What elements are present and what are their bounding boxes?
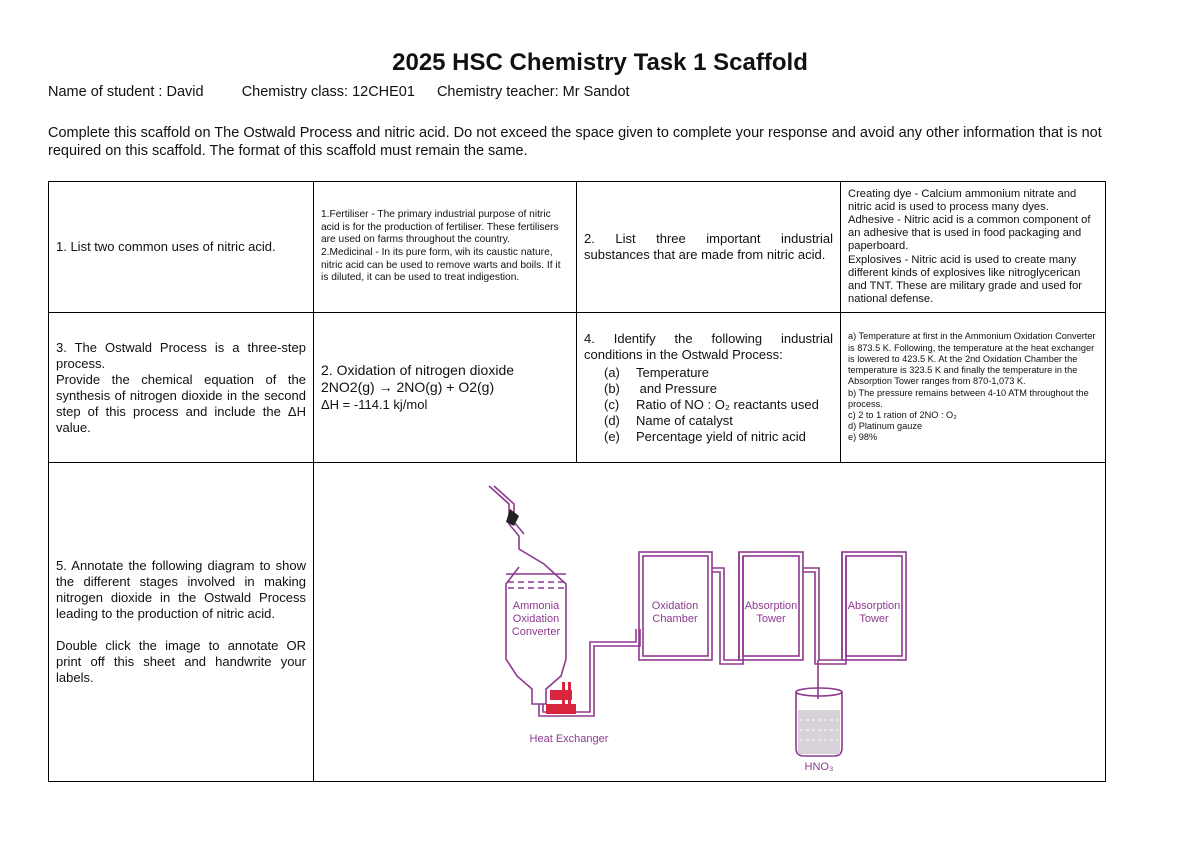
converter-label: Oxidation (512, 613, 560, 625)
q4-condition (604, 429, 833, 445)
chemistry-class: Chemistry class: 12CHE01 (241, 84, 415, 100)
q2-answer[interactable] (841, 182, 1106, 313)
heat-exchanger-block (546, 682, 576, 714)
q2-answer-line: Creating dye - Calcium ammonium nitrate and nitric acid is used to process many dyes. (848, 187, 1077, 213)
q4-answer[interactable] (841, 313, 1106, 463)
condition-text: Percentage yield of nitric acid (636, 428, 806, 444)
q2-question (577, 182, 841, 313)
q3-question (49, 313, 314, 463)
condition-label: (a) (604, 364, 620, 380)
q1-answer-line: 2.Medicinal - In its pure form, wih its caustic nature, nitric acid can be used to remove warts and boils. If it is diluted, it can be used to treat indigestion. (321, 247, 561, 284)
q5-question-line: 5. Annotate the following diagram to show the different stages involved in making nitrogen dioxide in the Ostwald Process leading to the production of nitric acid. (56, 558, 306, 621)
beaker-rim (796, 688, 842, 696)
q5-diagram-cell[interactable] (314, 463, 1106, 782)
q3-question-line: Provide the chemical equation of the synthesis of nitrogen dioxide in the second step of this process and include the ΔH value. (56, 371, 306, 435)
oxidation-chamber-label: Oxidation (651, 600, 699, 612)
scaffold-table (48, 181, 1106, 782)
q4-answer-line: b) The pressure remains between 4-10 ATM throughout the process. (848, 387, 1089, 409)
q1-answer-line: 1.Fertiliser - The primary industrial purpose of nitric acid is for the production of fertiliser. These fertilisers are used on farms throughout the country. (321, 209, 559, 246)
q5-question (49, 463, 314, 782)
q5-question-line: Double click the image to annotate OR print off this sheet and handwrite your labels. (56, 638, 306, 685)
converter-label: Converter (511, 626, 561, 638)
q1-question-text: 1. List two common uses of nitric acid. (56, 239, 276, 254)
q4-answer-line: d) Platinum gauze (848, 421, 923, 432)
condition-label: (e) (604, 428, 620, 444)
q4-condition (604, 365, 833, 381)
q2-question-text: 2. List three important industrial substances that are made from nitric acid. (584, 231, 833, 262)
heat-exchanger-part (568, 682, 571, 712)
instructions: Complete this scaffold on The Ostwald Process and nitric acid. Do not exceed the space given to complete your response and avoid any other information that is not required on this scaffold. The format of this scaffold must remain the same. (48, 125, 1102, 159)
ostwald-process-diagram[interactable] (314, 464, 1104, 780)
q3-question-line: 3. The Ostwald Process is a three-step process. (56, 339, 306, 371)
q4-condition (604, 381, 833, 397)
q2-answer-line: Explosives - Nitric acid is used to create many different kinds of explosives like nitroglycerican and TNT. These are military grade and used for national defense. (848, 253, 1083, 306)
q4-question-text: 4. Identify the following industrial conditions in the Ostwald Process: (584, 330, 833, 362)
q1-answer[interactable] (314, 182, 577, 313)
converter-vessel (489, 486, 566, 704)
q4-conditions-list (604, 365, 833, 445)
q3-answer[interactable] (314, 313, 577, 463)
q4-question (577, 313, 841, 463)
condition-label: (d) (604, 412, 620, 428)
connector-pipe (712, 552, 739, 660)
absorption-tower-2-label: Absorption (847, 600, 901, 612)
condition-text: Ratio of NO : O₂ reactants used (636, 396, 819, 412)
oxidation-chamber-label: Chamber (652, 613, 698, 625)
condition-text: Name of catalyst (636, 412, 733, 428)
absorption-tower-1-label: Tower (756, 613, 786, 625)
q4-condition (604, 413, 833, 429)
product-label: HNO₃ (804, 761, 834, 773)
q4-answer-line: a) Temperature at first in the Ammonium Oxidation Converter is 873.5 K. Following, the temperature at the heat exchanger is lowered to 423.5 K. At the 2nd Oxidation Chamber the temperature is 323.5 K and finally the temperature in the Absorption Tower ranges from 870-1,073 K. (848, 331, 1096, 387)
page-title: 2025 HSC Chemistry Task 1 Scaffold (392, 49, 808, 76)
q3-enthalpy: ΔH = -114.1 kj/mol (321, 397, 428, 412)
q2-answer-line: Adhesive - Nitric acid is a common component of an adhesive that is used in food packaging and paperboard. (848, 213, 1091, 253)
connector-pipe (803, 552, 842, 660)
q4-answer-line: e) 98% (848, 432, 878, 443)
q3-answer-title: 2. Oxidation of nitrogen dioxide (321, 362, 515, 378)
student-name: Name of student : David (48, 84, 204, 100)
heat-exchanger-part (546, 704, 576, 714)
condition-label: (c) (604, 396, 620, 412)
heat-exchanger-label: Heat Exchanger (529, 733, 609, 745)
q4-condition (604, 397, 833, 413)
absorption-tower-1-label: Absorption (744, 600, 798, 612)
connector-pipe-inner (803, 556, 846, 664)
q1-question (49, 182, 314, 313)
valve-icon (506, 509, 519, 526)
converter-label: Ammonia (512, 600, 560, 612)
q4-answer-line: c) 2 to 1 ration of 2NO : O₂ (848, 409, 957, 420)
student-info-row (48, 84, 652, 100)
heat-exchanger-part (562, 682, 565, 712)
condition-label: (b) (604, 380, 620, 396)
beaker-liquid (798, 710, 840, 754)
chemistry-teacher: Chemistry teacher: Mr Sandot (436, 84, 630, 100)
condition-text: and Pressure (636, 380, 717, 396)
q3-equation: 2NO2(g) → 2NO(g) + O2(g) (321, 379, 495, 395)
condition-text: Temperature (636, 364, 709, 380)
absorption-tower-2-label: Tower (859, 613, 889, 625)
